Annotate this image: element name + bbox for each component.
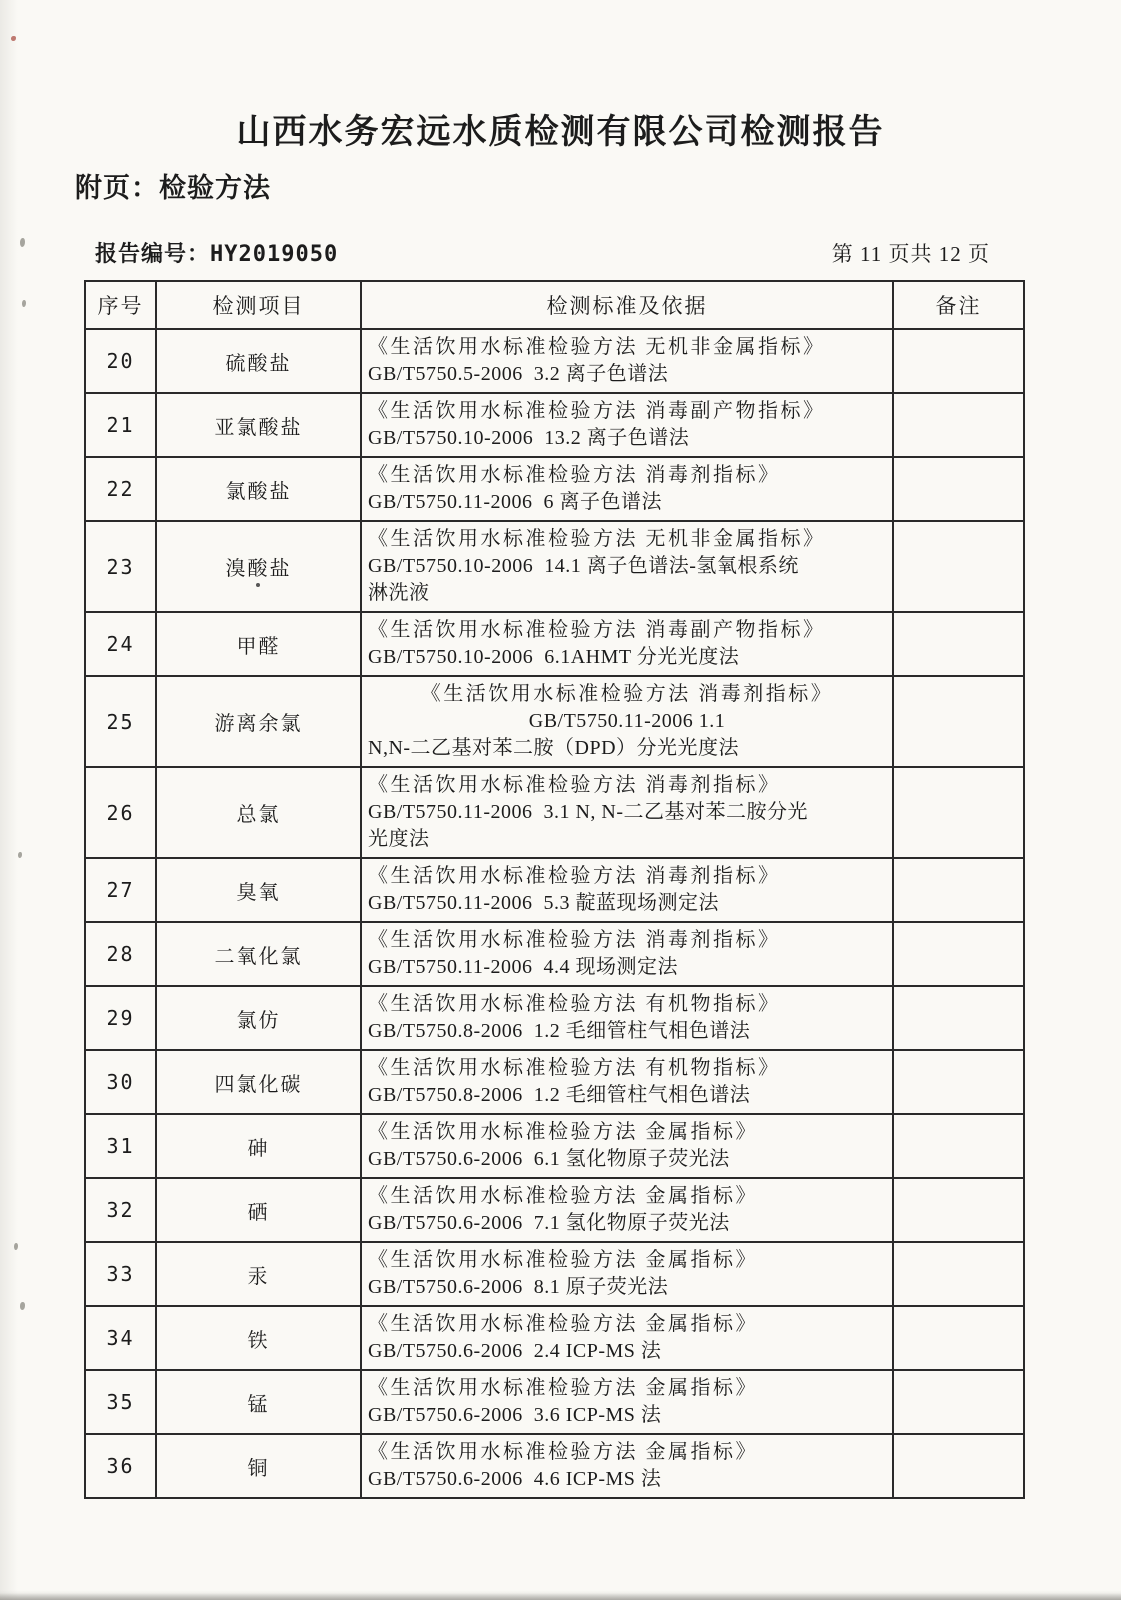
table-row — [85, 1114, 1024, 1178]
method-line: 《生活饮用水标准检验方法 有机物指标》 — [368, 1057, 781, 1079]
row-item-cell: 臭氧 — [156, 858, 361, 922]
method-line: GB/T5750.6-2006 2.4 ICP-MS 法 — [368, 1340, 662, 1362]
row-item-cell: 砷 — [156, 1114, 361, 1178]
row-method-cell — [361, 858, 893, 922]
method-line: GB/T5750.10-2006 14.1 离子色谱法-氢氧根系统 — [368, 555, 799, 577]
row-method-cell — [361, 1434, 893, 1498]
row-note-cell — [893, 1114, 1024, 1178]
col-header-item: 检测项目 — [156, 281, 361, 329]
col-header-standard: 检测标准及依据 — [361, 281, 893, 329]
method-line: GB/T5750.6-2006 7.1 氢化物原子荧光法 — [368, 1212, 730, 1234]
table-row — [85, 1434, 1024, 1498]
row-item-cell: 硒 — [156, 1178, 361, 1242]
report-number-label: 报告编号： — [95, 241, 211, 266]
method-line: 《生活饮用水标准检验方法 无机非金属指标》 — [368, 528, 826, 550]
table-row — [85, 767, 1024, 858]
row-method-cell — [361, 986, 893, 1050]
attachment-heading: 附页：检验方法 — [75, 173, 271, 204]
table-row — [85, 1050, 1024, 1114]
report-number-value: HY2019050 — [210, 242, 339, 267]
scan-speck — [22, 300, 26, 307]
row-no-cell: 34 — [85, 1306, 156, 1370]
method-line: GB/T5750.11-2006 5.3 靛蓝现场测定法 — [368, 892, 719, 914]
method-line: GB/T5750.10-2006 6.1AHMT 分光光度法 — [368, 646, 740, 668]
row-no-cell: 29 — [85, 986, 156, 1050]
row-no-cell: 23 — [85, 521, 156, 612]
method-line: 《生活饮用水标准检验方法 消毒剂指标》 — [368, 929, 781, 951]
row-note-cell — [893, 767, 1024, 858]
row-note-cell — [893, 457, 1024, 521]
method-line: 光度法 — [368, 828, 430, 850]
row-item-cell: 氯酸盐 — [156, 457, 361, 521]
table-row — [85, 676, 1024, 767]
table-header-row — [85, 281, 1024, 329]
method-line: 《生活饮用水标准检验方法 金属指标》 — [368, 1377, 758, 1399]
table-row — [85, 1370, 1024, 1434]
method-line: GB/T5750.11-2006 1.1 — [528, 710, 726, 732]
method-line: GB/T5750.8-2006 1.2 毛细管柱气相色谱法 — [368, 1084, 751, 1106]
row-method-cell — [361, 1306, 893, 1370]
method-line: 《生活饮用水标准检验方法 金属指标》 — [368, 1185, 758, 1207]
row-method-cell — [361, 521, 893, 612]
row-note-cell — [893, 986, 1024, 1050]
row-item-cell: 甲醛 — [156, 612, 361, 676]
row-no-cell: 25 — [85, 676, 156, 767]
table-row — [85, 457, 1024, 521]
row-no-cell: 21 — [85, 393, 156, 457]
method-line: GB/T5750.6-2006 4.6 ICP-MS 法 — [368, 1468, 662, 1490]
method-line: GB/T5750.10-2006 13.2 离子色谱法 — [368, 427, 690, 449]
row-method-cell — [361, 612, 893, 676]
method-line: 《生活饮用水标准检验方法 无机非金属指标》 — [368, 336, 826, 358]
scan-speck — [20, 238, 25, 247]
row-no-cell: 35 — [85, 1370, 156, 1434]
row-item-cell: 锰 — [156, 1370, 361, 1434]
method-line: 《生活饮用水标准检验方法 有机物指标》 — [368, 993, 781, 1015]
page-indicator: 第 11 页共 12 页 — [831, 242, 990, 266]
table-row — [85, 986, 1024, 1050]
row-note-cell — [893, 1370, 1024, 1434]
table-row — [85, 329, 1024, 393]
row-item-cell: 溴酸盐 — [156, 521, 361, 612]
methods-table-wrapper — [84, 280, 1023, 1499]
method-line: 《生活饮用水标准检验方法 金属指标》 — [368, 1441, 758, 1463]
method-line: 淋洗液 — [368, 582, 430, 604]
scan-speck — [11, 36, 16, 41]
row-note-cell — [893, 329, 1024, 393]
row-note-cell — [893, 922, 1024, 986]
row-no-cell: 20 — [85, 329, 156, 393]
table-row — [85, 521, 1024, 612]
row-no-cell: 30 — [85, 1050, 156, 1114]
method-line: 《生活饮用水标准检验方法 金属指标》 — [368, 1121, 758, 1143]
col-header-note: 备注 — [893, 281, 1024, 329]
row-no-cell: 27 — [85, 858, 156, 922]
row-note-cell — [893, 1306, 1024, 1370]
row-note-cell — [893, 612, 1024, 676]
method-line: 《生活饮用水标准检验方法 金属指标》 — [368, 1313, 758, 1335]
method-line: GB/T5750.8-2006 1.2 毛细管柱气相色谱法 — [368, 1020, 751, 1042]
row-method-cell — [361, 676, 893, 767]
method-line: 《生活饮用水标准检验方法 消毒副产物指标》 — [368, 400, 826, 422]
method-line: 《生活饮用水标准检验方法 金属指标》 — [368, 1249, 758, 1271]
methods-table — [84, 280, 1025, 1499]
method-line: GB/T5750.11-2006 6 离子色谱法 — [368, 491, 662, 513]
row-note-cell — [893, 1050, 1024, 1114]
method-line: GB/T5750.11-2006 4.4 现场测定法 — [368, 956, 678, 978]
row-no-cell: 26 — [85, 767, 156, 858]
row-method-cell — [361, 1178, 893, 1242]
row-method-cell — [361, 922, 893, 986]
row-item-cell: 氯仿 — [156, 986, 361, 1050]
row-no-cell: 31 — [85, 1114, 156, 1178]
method-line: 《生活饮用水标准检验方法 消毒剂指标》 — [420, 683, 834, 705]
table-row — [85, 393, 1024, 457]
table-row — [85, 858, 1024, 922]
row-method-cell — [361, 767, 893, 858]
report-number — [95, 237, 338, 268]
table-row — [85, 922, 1024, 986]
row-note-cell — [893, 1242, 1024, 1306]
row-no-cell: 24 — [85, 612, 156, 676]
method-line: GB/T5750.6-2006 8.1 原子荧光法 — [368, 1276, 669, 1298]
scan-edge-shadow — [0, 1593, 1121, 1600]
method-line: 《生活饮用水标准检验方法 消毒剂指标》 — [368, 774, 781, 796]
row-method-cell — [361, 1242, 893, 1306]
row-note-cell — [893, 521, 1024, 612]
row-note-cell — [893, 676, 1024, 767]
row-item-cell: 亚氯酸盐 — [156, 393, 361, 457]
method-line: GB/T5750.6-2006 3.6 ICP-MS 法 — [368, 1404, 662, 1426]
row-no-cell: 28 — [85, 922, 156, 986]
scan-speck — [20, 1302, 25, 1310]
method-line: 《生活饮用水标准检验方法 消毒剂指标》 — [368, 464, 781, 486]
row-item-cell: 二氧化氯 — [156, 922, 361, 986]
col-header-no: 序号 — [85, 281, 156, 329]
method-line: 《生活饮用水标准检验方法 消毒副产物指标》 — [368, 619, 826, 641]
row-note-cell — [893, 858, 1024, 922]
row-item-cell: 硫酸盐 — [156, 329, 361, 393]
row-note-cell — [893, 1434, 1024, 1498]
method-line: GB/T5750.5-2006 3.2 离子色谱法 — [368, 363, 669, 385]
table-row — [85, 1242, 1024, 1306]
method-line: 《生活饮用水标准检验方法 消毒剂指标》 — [368, 865, 781, 887]
row-method-cell — [361, 457, 893, 521]
scan-speck — [18, 852, 22, 858]
row-item-cell: 铁 — [156, 1306, 361, 1370]
row-note-cell — [893, 393, 1024, 457]
row-item-cell: 铜 — [156, 1434, 361, 1498]
row-method-cell — [361, 329, 893, 393]
row-method-cell — [361, 393, 893, 457]
row-method-cell — [361, 1050, 893, 1114]
row-no-cell: 32 — [85, 1178, 156, 1242]
table-row — [85, 1178, 1024, 1242]
row-method-cell — [361, 1370, 893, 1434]
row-item-cell: 游离余氯 — [156, 676, 361, 767]
row-no-cell: 22 — [85, 457, 156, 521]
row-note-cell — [893, 1178, 1024, 1242]
page-title: 山西水务宏远水质检测有限公司检测报告 — [236, 112, 885, 152]
row-no-cell: 33 — [85, 1242, 156, 1306]
row-no-cell: 36 — [85, 1434, 156, 1498]
row-item-cell: 总氯 — [156, 767, 361, 858]
method-line: N,N-二乙基对苯二胺（DPD）分光光度法 — [368, 737, 740, 759]
scan-speck — [14, 1243, 18, 1250]
table-row — [85, 1306, 1024, 1370]
meta-row — [95, 237, 990, 268]
table-row — [85, 612, 1024, 676]
row-item-cell: 汞 — [156, 1242, 361, 1306]
method-line: GB/T5750.6-2006 6.1 氢化物原子荧光法 — [368, 1148, 730, 1170]
scan-dot-artifact — [256, 583, 260, 587]
row-item-cell: 四氯化碳 — [156, 1050, 361, 1114]
method-line: GB/T5750.11-2006 3.1 N, N-二乙基对苯二胺分光 — [368, 801, 809, 823]
row-method-cell — [361, 1114, 893, 1178]
